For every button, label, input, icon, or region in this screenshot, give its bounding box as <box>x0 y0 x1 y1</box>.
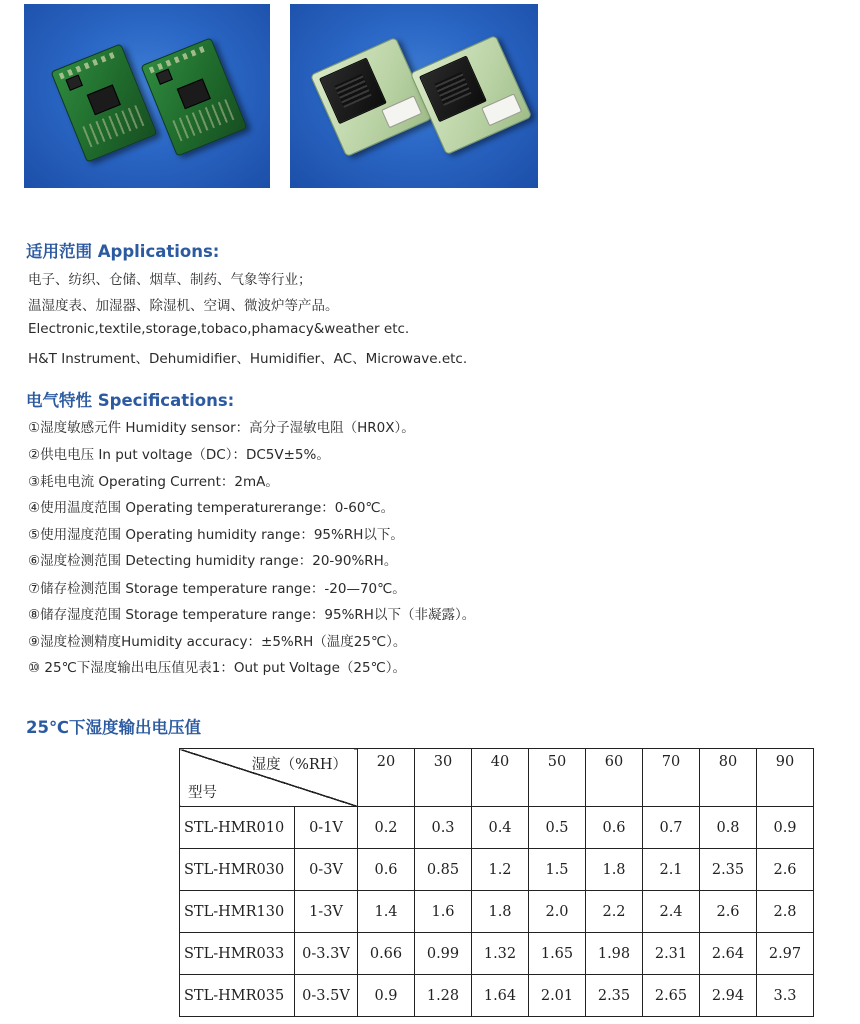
value-cell: 1.32 <box>472 933 529 975</box>
value-cell: 0.99 <box>415 933 472 975</box>
value-cell: 2.01 <box>529 975 586 1017</box>
range-cell: 0-3V <box>295 849 358 891</box>
spec-item: ⑤使用湿度范围 Operating humidity range：95%RH以下。 <box>28 527 404 543</box>
header-model-label: 型号 <box>188 785 217 801</box>
product-photo-green-modules <box>24 4 270 188</box>
applications-line: H&T Instrument、Dehumidifier、Humidifier、AC、Microwave.etc. <box>28 351 468 367</box>
range-cell: 0-3.5V <box>295 975 358 1017</box>
value-cell: 0.6 <box>586 807 643 849</box>
green-pcb-module <box>50 43 157 162</box>
value-cell: 1.28 <box>415 975 472 1017</box>
applications-heading: 适用范围 Applications: <box>26 242 220 261</box>
model-cell: STL-HMR035 <box>180 975 295 1017</box>
table-corner-cell <box>180 749 358 807</box>
humidity-column-header: 80 <box>700 749 757 807</box>
table-row <box>180 891 814 933</box>
spec-item: ④使用温度范围 Operating temperaturerange：0-60℃。 <box>28 500 395 516</box>
range-cell: 0-1V <box>295 807 358 849</box>
applications-line: 温湿度表、加湿器、除湿机、空调、微波炉等产品。 <box>28 298 339 314</box>
applications-line: Electronic,textile,storage,tobaco,phamacy&weather etc. <box>28 321 410 337</box>
value-cell: 1.98 <box>586 933 643 975</box>
value-cell: 1.5 <box>529 849 586 891</box>
value-cell: 0.7 <box>643 807 700 849</box>
value-cell: 2.4 <box>643 891 700 933</box>
value-cell: 2.97 <box>757 933 814 975</box>
value-cell: 0.85 <box>415 849 472 891</box>
value-cell: 1.6 <box>415 891 472 933</box>
voltage-table <box>179 748 814 1017</box>
value-cell: 2.6 <box>700 891 757 933</box>
model-cell: STL-HMR130 <box>180 891 295 933</box>
value-cell: 2.0 <box>529 891 586 933</box>
spec-item: ⑥湿度检测范围 Detecting humidity range：20-90%RH。 <box>28 553 398 569</box>
spec-item: ⑧储存湿度范围 Storage temperature range：95%RH以下（非凝露）。 <box>28 607 476 623</box>
range-cell: 0-3.3V <box>295 933 358 975</box>
header-humidity-label: 湿度（%RH） <box>251 757 347 773</box>
table-heading: 25℃下湿度输出电压值 <box>26 718 201 737</box>
sensor-pcb-module <box>410 35 532 155</box>
green-pcb-module <box>140 37 247 156</box>
value-cell: 2.35 <box>586 975 643 1017</box>
value-cell: 2.1 <box>643 849 700 891</box>
product-photo-sensor-modules <box>290 4 538 188</box>
value-cell: 0.8 <box>700 807 757 849</box>
humidity-column-header: 20 <box>358 749 415 807</box>
value-cell: 1.8 <box>586 849 643 891</box>
value-cell: 0.9 <box>757 807 814 849</box>
value-cell: 2.65 <box>643 975 700 1017</box>
value-cell: 0.5 <box>529 807 586 849</box>
humidity-column-header: 60 <box>586 749 643 807</box>
value-cell: 1.65 <box>529 933 586 975</box>
spec-item: ③耗电电流 Operating Current：2mA。 <box>28 474 279 490</box>
table-row <box>180 849 814 891</box>
humidity-column-header: 90 <box>757 749 814 807</box>
value-cell: 0.4 <box>472 807 529 849</box>
model-cell: STL-HMR010 <box>180 807 295 849</box>
spec-item: ②供电电压 In put voltage（DC）：DC5V±5%。 <box>28 447 330 463</box>
value-cell: 2.64 <box>700 933 757 975</box>
specifications-heading: 电气特性 Specifications: <box>26 391 235 410</box>
value-cell: 2.6 <box>757 849 814 891</box>
table-row <box>180 933 814 975</box>
value-cell: 2.94 <box>700 975 757 1017</box>
table-row <box>180 975 814 1017</box>
spec-item: ⑦储存检测范围 Storage temperature range：-20—70℃。 <box>28 581 406 597</box>
humidity-column-header: 70 <box>643 749 700 807</box>
spec-item: ①湿度敏感元件 Humidity sensor：高分子湿敏电阻（HR0X）。 <box>28 420 415 436</box>
table-row <box>180 807 814 849</box>
value-cell: 0.6 <box>358 849 415 891</box>
humidity-column-header: 40 <box>472 749 529 807</box>
model-cell: STL-HMR033 <box>180 933 295 975</box>
applications-line: 电子、纺织、仓储、烟草、制药、气象等行业； <box>28 272 312 288</box>
sensor-pcb-module <box>310 37 432 157</box>
value-cell: 1.4 <box>358 891 415 933</box>
value-cell: 3.3 <box>757 975 814 1017</box>
value-cell: 2.8 <box>757 891 814 933</box>
value-cell: 2.35 <box>700 849 757 891</box>
humidity-column-header: 30 <box>415 749 472 807</box>
spec-item: ⑩ 25℃下湿度输出电压值见表1：Out put Voltage（25℃）。 <box>28 660 407 676</box>
humidity-column-header: 50 <box>529 749 586 807</box>
value-cell: 2.2 <box>586 891 643 933</box>
spec-item: ⑨湿度检测精度Humidity accuracy：±5%RH（温度25℃）。 <box>28 634 407 650</box>
value-cell: 2.31 <box>643 933 700 975</box>
value-cell: 0.2 <box>358 807 415 849</box>
table-header-row <box>180 749 814 807</box>
value-cell: 1.8 <box>472 891 529 933</box>
model-cell: STL-HMR030 <box>180 849 295 891</box>
value-cell: 0.3 <box>415 807 472 849</box>
value-cell: 1.64 <box>472 975 529 1017</box>
range-cell: 1-3V <box>295 891 358 933</box>
value-cell: 0.66 <box>358 933 415 975</box>
value-cell: 0.9 <box>358 975 415 1017</box>
value-cell: 1.2 <box>472 849 529 891</box>
